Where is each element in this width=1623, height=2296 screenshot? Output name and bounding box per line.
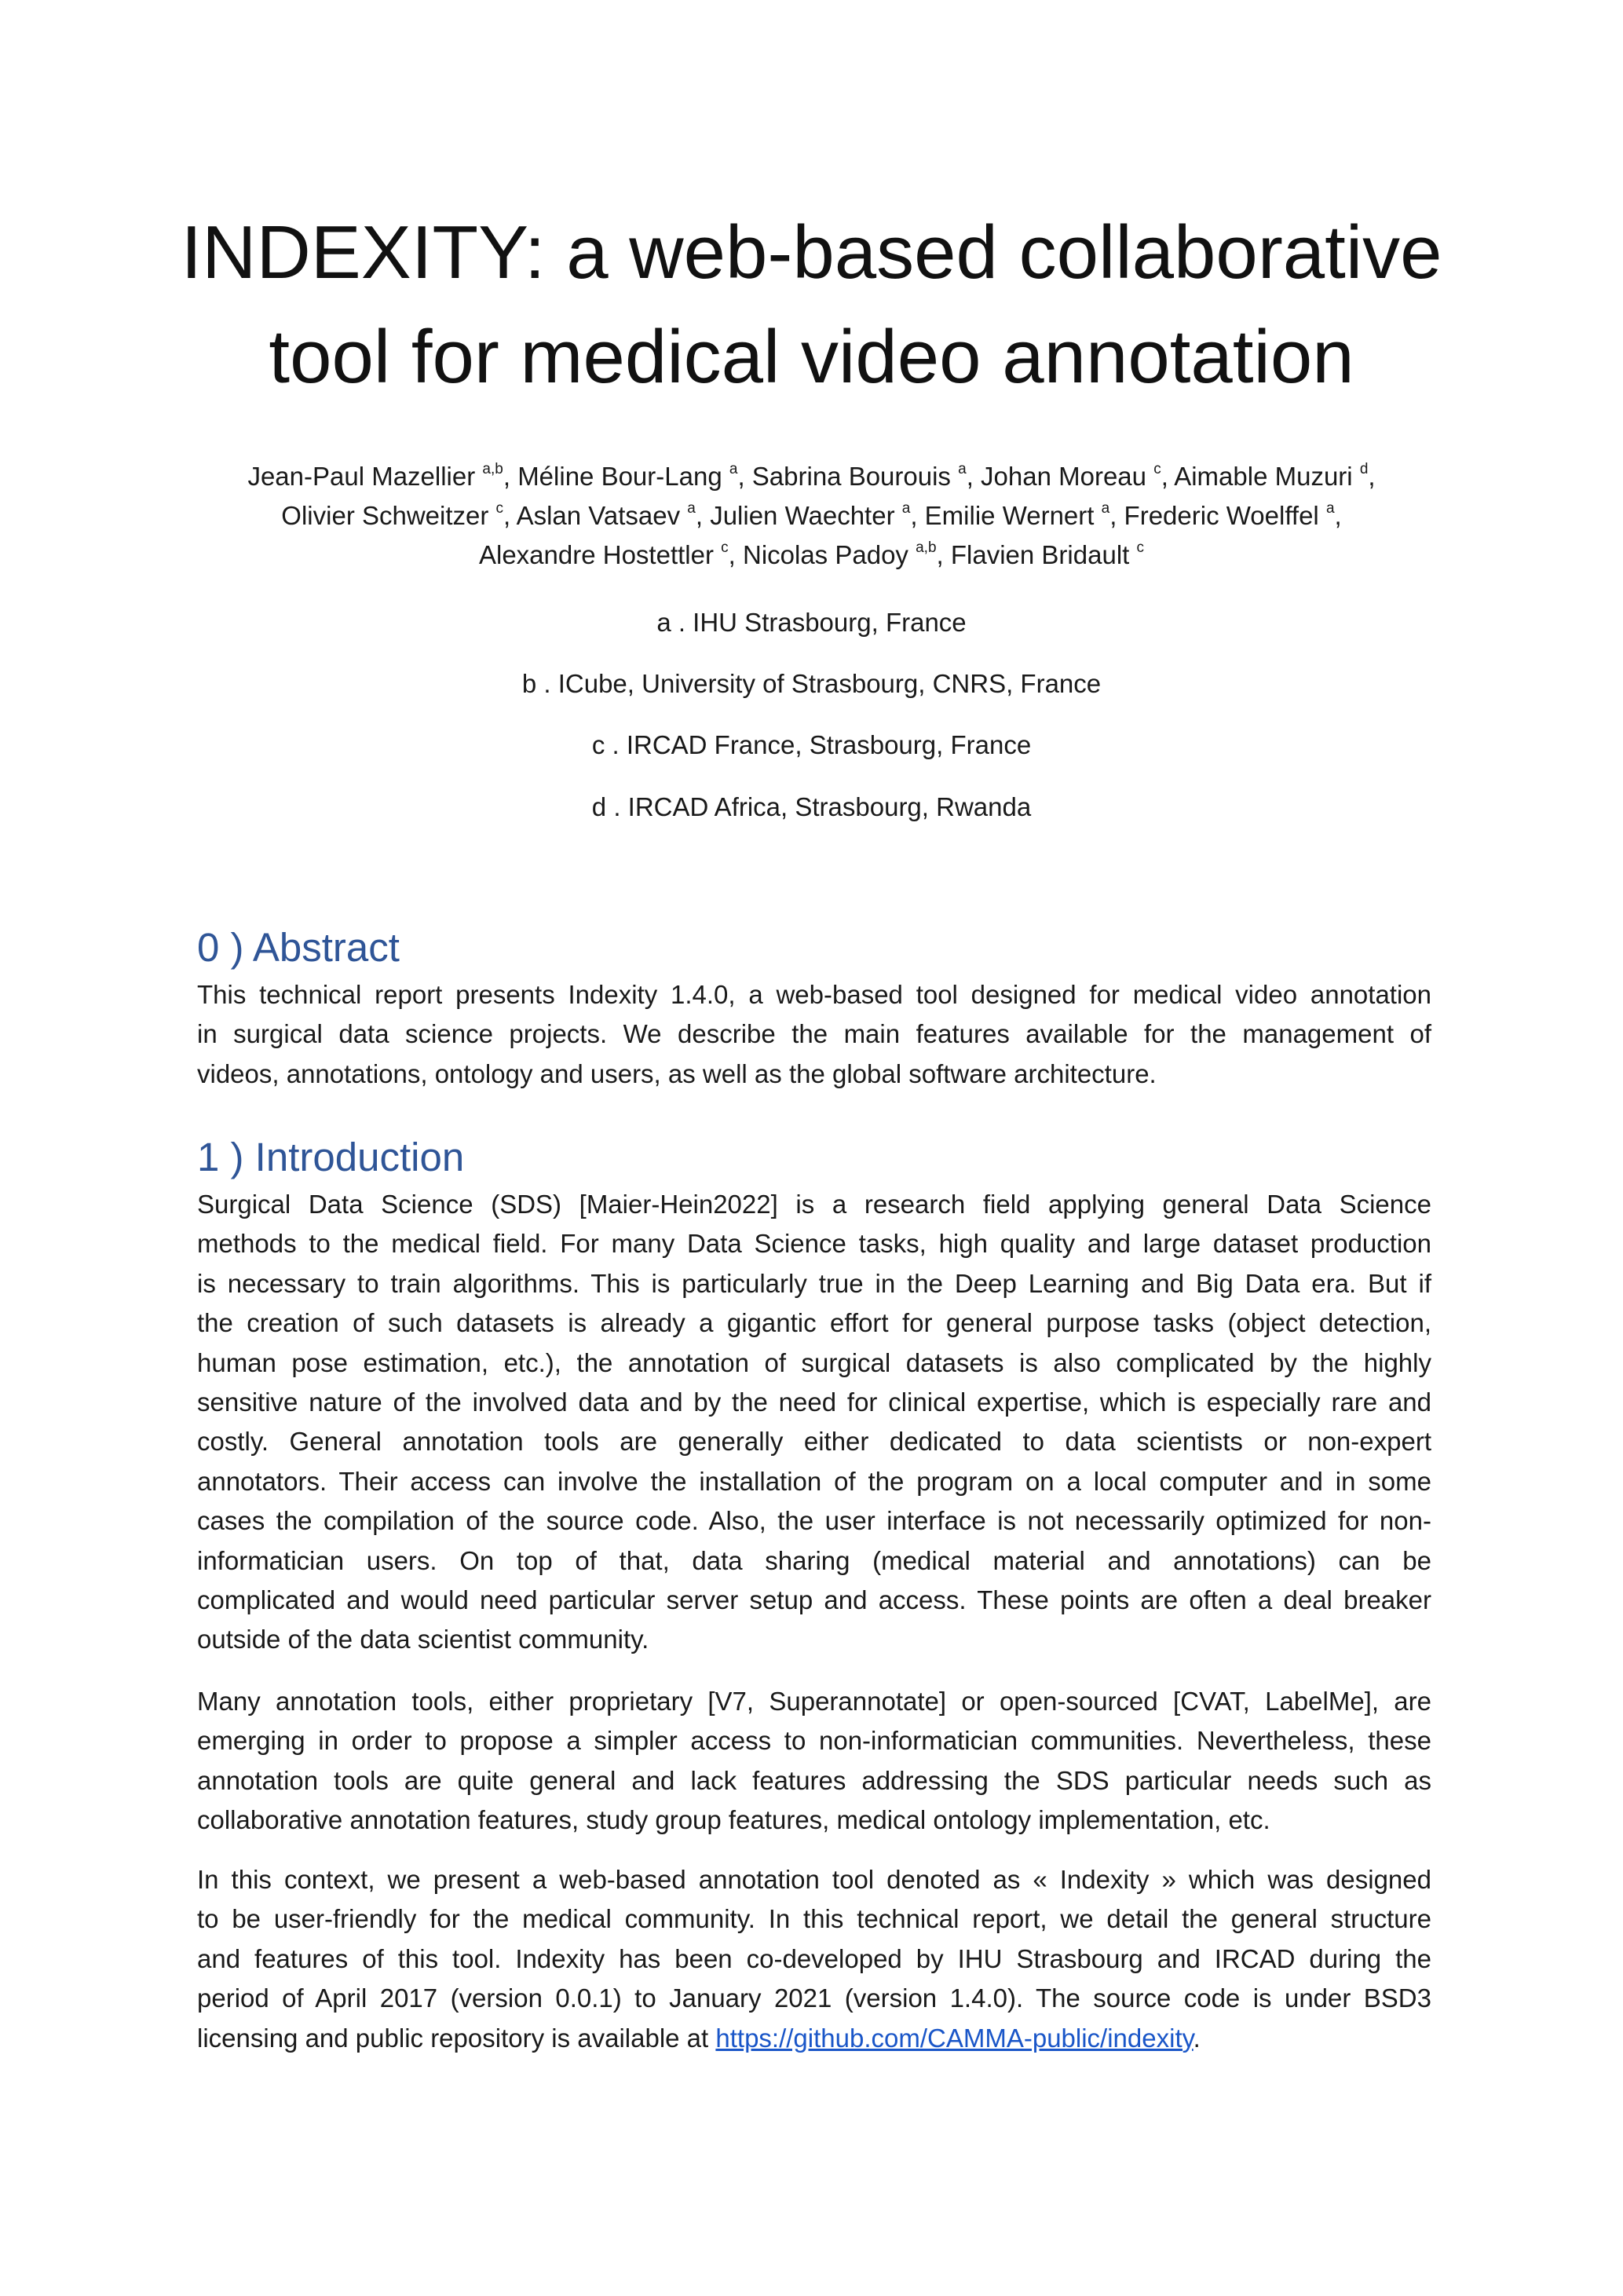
link-suffix-text: . [1193,2023,1201,2053]
paragraph-line: collaborative annotation features, study group features, medical ontology implementation, etc. [197,1805,1270,1835]
paragraph-line: videos, annotations, ontology and users, as well as the global software architecture. [197,1058,1157,1088]
author-name: Olivier Schweitzer [281,501,489,530]
author-separator: , [737,462,752,491]
paragraph-line: complicated and would need particular server setup and access. These points are often a deal breaker [197,1585,1431,1615]
author-affiliation-marker: c [495,500,504,517]
author-name: Méline Bour-Lang [517,462,722,491]
introduction-paragraph-1 [197,1185,1431,1660]
author-name: Julien Waechter [710,501,895,530]
affiliation-b: b . ICube, University of Strasbourg, CNRS, France [521,669,1102,698]
title-line-1: INDEXITY: a web-based collaborative [181,210,1442,294]
paragraph-line: Many annotation tools, either proprietary [V7, Superannotate] or open-sourced [CVAT, LabelMe], are [197,1687,1431,1716]
github-repo-link[interactable]: https://github.com/CAMMA-public/indexity [715,2023,1193,2053]
author-affiliation-marker: a,b [482,461,503,477]
author-affiliation-marker: a [901,500,911,517]
paragraph-line: is necessary to train algorithms. This is particularly true in the Deep Learning and Big Data era. But if [197,1268,1431,1298]
introduction-section [197,1133,1431,1660]
author-affiliation-marker: a,b [916,539,937,556]
paragraph-line: to be user-friendly for the medical community. In this technical report, we detail the general structure [197,1904,1431,1934]
author-affiliation-marker: c [1136,539,1144,556]
paragraph-line: sensitive nature of the involved data and by the need for clinical expertise, which is especially rare and [197,1387,1431,1417]
link-prefix-text: licensing and public repository is available at [197,2023,716,2053]
paragraph-line: outside of the data scientist community. [197,1625,649,1654]
paragraph-line: annotation tools are quite general and lack features addressing the SDS particular needs such as [197,1765,1431,1795]
abstract-heading: 0 ) Abstract [197,925,400,970]
author-affiliation-marker: d [1359,461,1369,477]
author-affiliation-marker: a [958,461,967,477]
paragraph-line-last [197,2019,1431,2058]
paragraph-line: methods to the medical field. For many Data Science tasks, high quality and large dataset production [197,1229,1431,1259]
paragraph-line: annotators. Their access can involve the installation of the program on a local computer and in some [197,1466,1431,1496]
paragraph-line: the creation of such datasets is already a gigantic effort for general purpose tasks (object detection, [197,1308,1431,1338]
paragraph-line: human pose estimation, etc.), the annotation of surgical datasets is also complicated by the highly [197,1347,1431,1377]
introduction-paragraph-3 [197,1860,1431,2058]
paragraph-line: cases the compilation of the source code. Also, the user interface is not necessarily optimized for non- [197,1506,1431,1536]
author-separator: , [503,501,517,530]
affiliation-a: a . IHU Strasbourg, France [656,608,967,637]
author-name: Johan Moreau [981,462,1147,491]
abstract-section [197,923,1431,1094]
introduction-heading: 1 ) Introduction [197,1135,465,1179]
paragraph-line: In this context, we present a web-based annotation tool denoted as « Indexity » which was designed [197,1865,1431,1894]
author-separator: , [503,462,518,491]
author-separator: , [966,462,981,491]
paragraph-line: informatician users. On top of that, data sharing (medical material and annotations) can be [197,1545,1431,1575]
paragraph-line: This technical report presents Indexity 1.4.0, a web-based tool designed for medical video annotation [197,980,1431,1009]
author-name: Alexandre Hostettler [478,540,714,569]
author-separator: , [1161,462,1175,491]
author-affiliation-marker: c [721,539,729,556]
author-affiliation-marker: a [687,500,696,517]
author-line-3 [157,536,1466,575]
author-separator: , [910,501,925,530]
author-affiliation-marker: c [1153,461,1161,477]
author-affiliation-marker: a [1325,500,1335,517]
abstract-paragraph [197,975,1431,1094]
author-affiliation-marker: a [729,461,738,477]
introduction-paragraph-2 [197,1682,1431,1841]
paragraph-line: period of April 2017 (version 0.0.1) to January 2021 (version 1.4.0). The source code is under BSD3 [197,1983,1431,2013]
author-name: Emilie Wernert [924,501,1095,530]
introduction-paragraph-3-block [197,1860,1431,2058]
paragraph-line: and features of this tool. Indexity has been co-developed by IHU Strasbourg and IRCAD during the [197,1943,1431,1973]
author-name: Frederic Woelffel [1124,501,1319,530]
author-name: Aimable Muzuri [1174,462,1353,491]
author-separator: , [936,540,951,569]
author-name: Aslan Vatsaev [516,501,681,530]
author-separator: , [728,540,743,569]
paragraph-line: Surgical Data Science (SDS) [Maier-Hein2022] is a research field applying general Data Science [197,1190,1431,1219]
author-separator: , [1109,501,1124,530]
paragraph-line: emerging in order to propose a simpler access to non-informatician communities. Nevertheless, these [197,1726,1431,1756]
author-affiliation-marker: a [1101,500,1110,517]
paper-title [0,200,1623,409]
author-line-1 [157,457,1466,496]
introduction-paragraph-2-block [197,1682,1431,1841]
paragraph-line: in surgical data science projects. We describe the main features available for the management of [197,1019,1431,1049]
affiliation-c: c . IRCAD France, Strasbourg, France [591,730,1032,759]
author-name: Flavien Bridault [950,540,1130,569]
paragraph-line: costly. General annotation tools are generally either dedicated to data scientists or non-expert [197,1427,1431,1457]
author-name: Nicolas Padoy [742,540,908,569]
author-line-2 [157,496,1466,536]
author-separator: , [1368,462,1376,491]
affiliation-d: d . IRCAD Africa, Strasbourg, Rwanda [591,792,1032,821]
author-separator: , [1334,501,1342,530]
author-name: Sabrina Bourouis [751,462,951,491]
author-list [157,457,1466,575]
title-line-2: tool for medical video annotation [269,315,1354,399]
author-separator: , [695,501,711,530]
author-name: Jean-Paul Mazellier [247,462,476,491]
